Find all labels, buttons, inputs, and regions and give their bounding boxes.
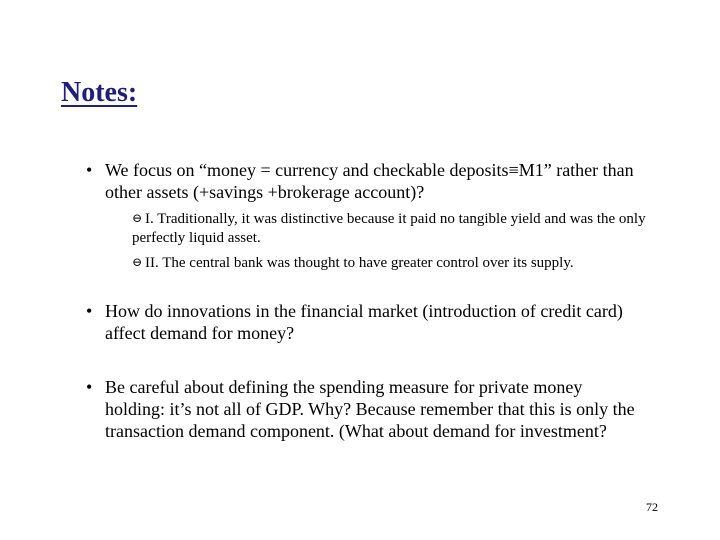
sub-bullet-icon: ⊖ — [132, 211, 143, 225]
sub-bullet-text: II. The central bank was thought to have greater control over its supply. — [145, 255, 574, 271]
sub-bullet-icon: ⊖ — [132, 255, 143, 269]
sub-bullet-item-2 — [132, 253, 672, 273]
page-number: 72 — [646, 500, 658, 514]
bullet-item-3 — [86, 376, 646, 442]
slide-title: Notes: — [61, 77, 138, 108]
bullet-item-2 — [86, 300, 656, 344]
sub-bullet-item-1 — [132, 209, 672, 248]
bullet-text: We focus on “money = currency and checkable deposits≡M1” rather than other assets (+savings +brokerage account)? — [105, 160, 634, 202]
bullet-text: How do innovations in the financial market (introduction of credit card) affect demand for money? — [105, 301, 623, 343]
bullet-icon: • — [86, 377, 93, 397]
bullet-icon: • — [86, 160, 93, 180]
bullet-icon: • — [86, 301, 93, 321]
bullet-text: Be careful about defining the spending measure for private money holding: it’s not all of GDP. Why? Because remember that this is only the transaction demand component. (What about demand for investment? — [105, 377, 635, 441]
sub-bullet-text: I. Traditionally, it was distinctive because it paid no tangible yield and was the only perfectly liquid asset. — [132, 211, 646, 246]
bullet-item-1 — [86, 159, 666, 203]
